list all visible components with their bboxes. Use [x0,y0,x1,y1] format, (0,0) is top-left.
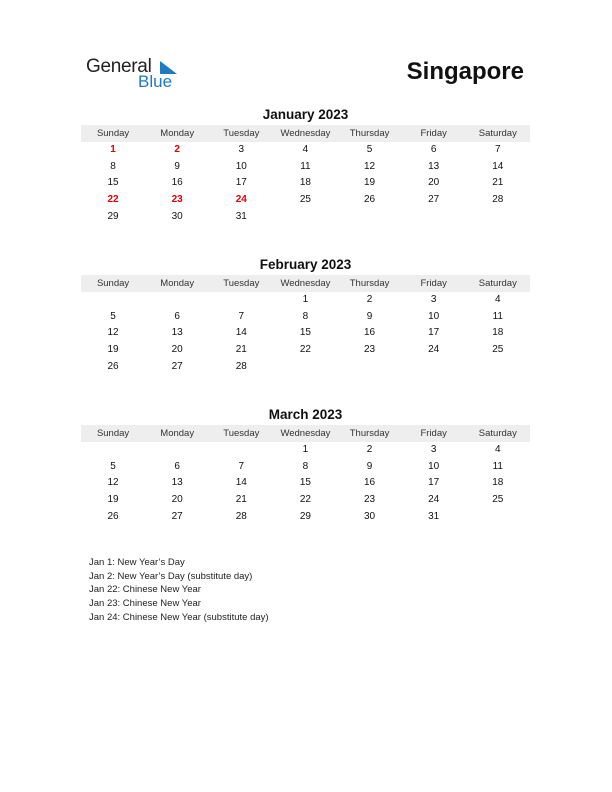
day-cell: 21 [235,344,247,356]
day-cell: 6 [174,310,180,322]
day-cell: 17 [428,477,440,489]
day-cell: 2 [366,294,373,305]
day-cell: 1 [302,444,309,455]
day-cell: 6 [174,460,180,472]
holiday-day-cell: 2 [174,144,180,155]
week-row [81,175,530,192]
day-cell: 29 [299,510,311,522]
day-cell: 22 [299,494,311,506]
day-cell: 24 [428,344,440,356]
day-cell: 3 [430,444,437,455]
day-cell: 22 [299,344,311,356]
day-cell: 7 [238,460,245,472]
day-cell: 18 [299,177,311,189]
weekday-label: Monday [160,428,195,439]
day-cell: 28 [492,194,504,206]
day-cell: 30 [364,510,376,522]
day-cell: 8 [302,310,309,322]
day-cell: 26 [364,194,376,206]
holiday-day-cell: 1 [110,144,116,155]
day-cell: 23 [364,344,376,356]
day-cell: 2 [366,444,373,455]
day-cell: 7 [238,310,245,322]
day-cell: 23 [364,494,376,506]
day-cell: 17 [235,177,247,189]
week-row [81,475,530,492]
weekday-header-row [81,425,530,442]
holiday-list-item: Jan 23: Chinese New Year [89,598,201,610]
empty-day-cell [466,509,530,526]
day-cell: 3 [430,294,437,305]
empty-day-cell [81,442,145,459]
week-row [81,359,530,376]
week-row [81,159,530,176]
day-cell: 15 [299,477,311,489]
week-row [81,292,530,309]
weekday-label: Tuesday [223,278,260,289]
day-cell: 11 [492,460,503,472]
weekday-label: Monday [160,128,195,139]
day-cell: 10 [428,460,440,472]
weekday-label: Tuesday [223,428,260,439]
day-cell: 28 [235,360,247,372]
day-cell: 12 [107,327,119,339]
day-cell: 1 [302,294,309,305]
day-cell: 18 [492,477,504,489]
empty-day-cell [338,209,402,226]
day-cell: 11 [492,310,503,322]
month-title: January 2023 [262,107,349,122]
week-row [81,442,530,459]
day-cell: 16 [364,327,376,339]
holiday-day-cell: 24 [235,194,247,206]
week-row [81,325,530,342]
day-cell: 7 [495,144,501,155]
day-cell: 13 [428,160,440,172]
day-cell: 20 [171,344,183,356]
holiday-list-item: Jan 2: New Year’s Day (substitute day) [89,570,253,582]
week-row [81,192,530,209]
day-cell: 31 [428,510,440,522]
week-row [81,142,530,159]
day-cell: 9 [174,160,180,172]
day-cell: 25 [299,194,311,206]
day-cell: 19 [364,177,376,189]
holiday-day-cell: 22 [107,194,119,206]
day-cell: 13 [171,477,183,489]
day-cell: 27 [428,194,440,206]
empty-day-cell [338,359,402,376]
logo-text-general: General [86,56,152,77]
day-cell: 26 [107,360,119,372]
day-cell: 8 [302,460,309,472]
holiday-day-cell: 23 [171,194,183,206]
day-cell: 19 [107,494,119,506]
day-cell: 9 [366,460,373,472]
generalblue-logo [86,56,206,96]
month-block [81,106,530,225]
day-cell: 4 [302,144,309,155]
weekday-label: Tuesday [223,128,260,139]
month-block [81,256,530,375]
weekday-label: Wednesday [280,278,331,289]
week-row [81,459,530,476]
day-cell: 17 [428,327,440,339]
weekday-label: Thursday [349,278,390,289]
weekday-label: Sunday [96,428,130,439]
day-cell: 20 [428,177,440,189]
day-cell: 31 [235,210,247,222]
day-cell: 10 [428,310,440,322]
day-cell: 26 [107,510,119,522]
day-cell: 16 [364,477,376,489]
empty-day-cell [466,359,530,376]
week-row [81,342,530,359]
day-cell: 15 [299,327,311,339]
day-cell: 9 [366,310,373,322]
day-cell: 25 [492,344,504,356]
empty-day-cell [145,292,209,309]
day-cell: 5 [110,460,116,472]
day-cell: 25 [492,494,504,506]
empty-day-cell [209,292,273,309]
day-cell: 27 [171,360,183,372]
logo-text-blue: Blue [138,72,173,91]
weekday-label: Thursday [349,428,390,439]
day-cell: 18 [492,327,504,339]
day-cell: 8 [110,160,116,172]
weekday-label: Saturday [478,428,517,439]
day-cell: 4 [495,444,501,455]
week-row [81,492,530,509]
weekday-label: Wednesday [280,428,331,439]
day-cell: 20 [171,494,183,506]
day-cell: 28 [235,510,247,522]
day-cell: 6 [430,144,437,155]
weekday-label: Thursday [349,128,390,139]
month-title: March 2023 [268,407,343,422]
empty-day-cell [209,442,273,459]
weekday-label: Sunday [96,128,130,139]
weekday-label: Saturday [478,278,517,289]
day-cell: 11 [300,160,311,172]
day-cell: 5 [110,310,116,322]
month-title: February 2023 [259,257,352,272]
day-cell: 21 [492,177,504,189]
weekday-label: Monday [160,278,195,289]
day-cell: 12 [107,477,119,489]
day-cell: 29 [107,210,119,222]
weekday-label: Wednesday [280,128,331,139]
empty-day-cell [273,209,337,226]
weekday-label: Friday [420,428,447,439]
empty-day-cell [273,359,337,376]
day-cell: 30 [171,210,183,222]
day-cell: 13 [171,327,183,339]
weekday-label: Friday [420,278,447,289]
holiday-list [89,556,269,624]
holiday-list-item: Jan 1: New Year’s Day [89,557,185,568]
week-row [81,309,530,326]
day-cell: 12 [364,160,376,172]
week-row [81,509,530,526]
day-cell: 24 [428,494,440,506]
day-cell: 21 [235,494,247,506]
empty-day-cell [402,209,466,226]
empty-day-cell [402,359,466,376]
weekday-label: Saturday [478,128,517,139]
holiday-list-item: Jan 24: Chinese New Year (substitute day) [89,611,269,623]
day-cell: 14 [492,160,504,172]
weekday-header-row [81,275,530,292]
day-cell: 10 [235,160,247,172]
empty-day-cell [145,442,209,459]
weekday-header-row [81,125,530,142]
day-cell: 15 [107,177,119,189]
holiday-list-item: Jan 22: Chinese New Year [89,584,201,596]
empty-day-cell [81,292,145,309]
month-block [81,406,530,525]
weekday-label: Sunday [96,278,130,289]
weekday-label: Friday [420,128,447,139]
day-cell: 4 [495,294,501,305]
day-cell: 3 [238,144,245,155]
day-cell: 27 [171,510,183,522]
day-cell: 19 [107,344,119,356]
empty-day-cell [466,209,530,226]
day-cell: 14 [235,327,247,339]
day-cell: 5 [366,144,373,155]
day-cell: 16 [171,177,183,189]
week-row [81,209,530,226]
country-title: Singapore [406,58,524,85]
day-cell: 14 [235,477,247,489]
